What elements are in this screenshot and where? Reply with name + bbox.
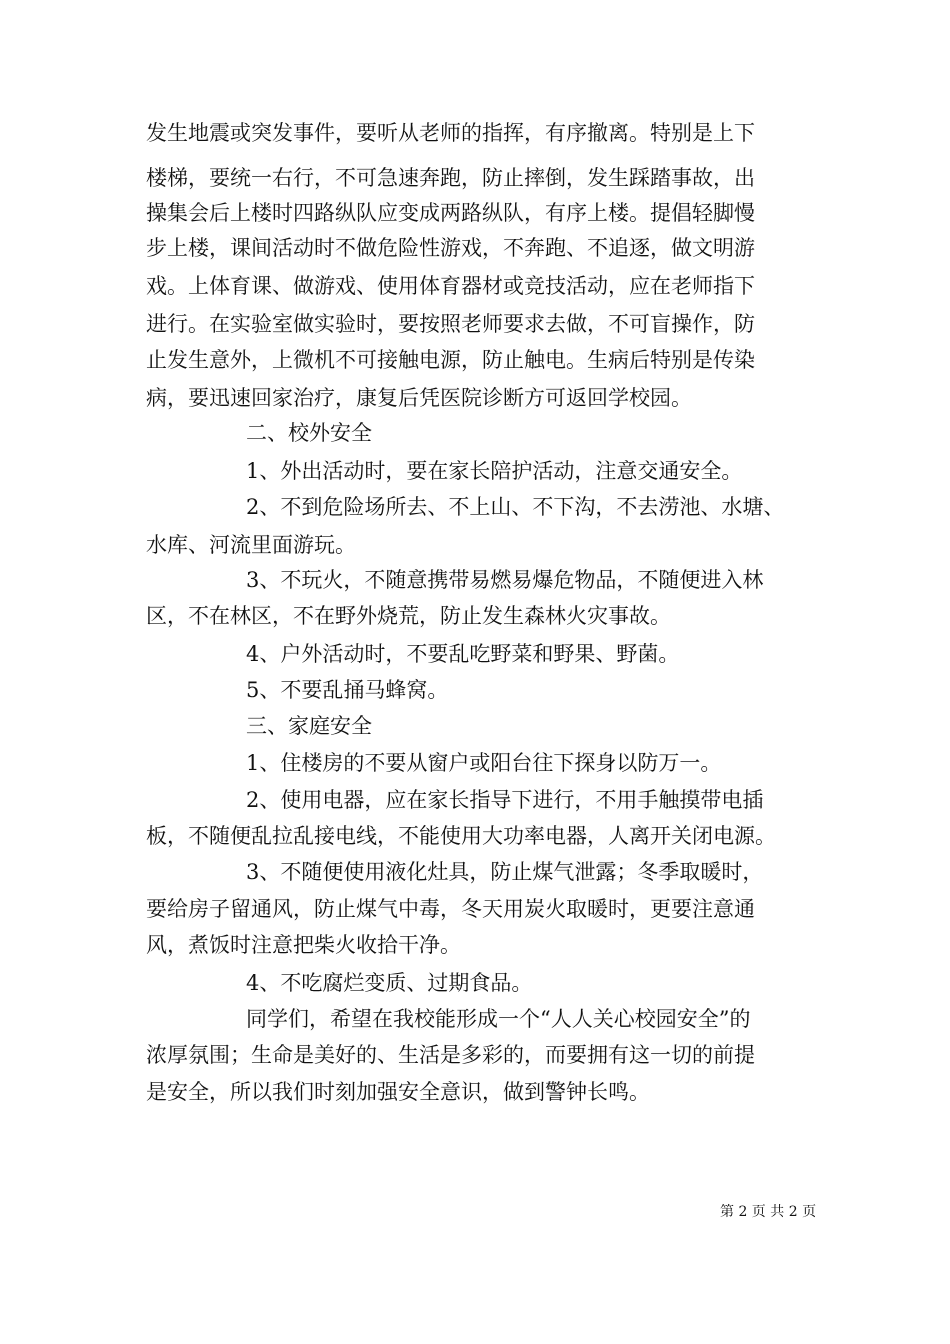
text-line: 浓厚氛围；生命是美好的、生活是多彩的，而要拥有这一切的前提: [146, 1043, 755, 1067]
text-line: 操集会后上楼时四路纵队应变成两路纵队，有序上楼。提倡轻脚慢: [146, 201, 755, 225]
text-line: 止发生意外，上微机不可接触电源，防止触电。生病后特别是传染: [146, 348, 755, 372]
list-item: 3、不随便使用液化灶具，防止煤气泄露；冬季取暖时，: [246, 860, 764, 884]
text-line: 戏。上体育课、做游戏、使用体育器材或竞技活动，应在老师指下: [146, 274, 755, 298]
section-heading: 二、校外安全: [246, 421, 372, 445]
text-line: 要给房子留通风，防止煤气中毒，冬天用炭火取暖时，更要注意通: [146, 897, 755, 921]
list-item: 2、使用电器，应在家长指导下进行，不用手触摸带电插: [246, 788, 764, 812]
list-item: 5、不要乱捅马蜂窝。: [246, 678, 449, 702]
text-line: 同学们，希望在我校能形成一个“人人关心校园安全”的: [246, 1007, 751, 1031]
text-line: 步上楼，课间活动时不做危险性游戏，不奔跑、不追逐，做文明游: [146, 236, 755, 260]
text-line: 楼梯，要统一右行，不可急速奔跑，防止摔倒，发生踩踏事故，出: [146, 166, 755, 190]
list-item: 2、不到危险场所去、不上山、不下沟，不去涝池、水塘、: [246, 495, 785, 519]
list-item: 1、外出活动时，要在家长陪护活动，注意交通安全。: [246, 459, 743, 483]
text-line: 区，不在林区，不在野外烧荒，防止发生森林火灾事故。: [146, 604, 671, 628]
text-line: 板，不随便乱拉乱接电线，不能使用大功率电器，人离开关闭电源。: [146, 824, 776, 848]
text-line: 水库、河流里面游玩。: [146, 533, 356, 557]
text-line: 发生地震或突发事件，要听从老师的指挥，有序撤离。特别是上下: [146, 121, 755, 145]
text-line: 风，煮饭时注意把柴火收拾干净。: [146, 933, 461, 957]
list-item: 4、不吃腐烂变质、过期食品。: [246, 971, 533, 995]
list-item: 4、户外活动时，不要乱吃野菜和野果、野菌。: [246, 642, 680, 666]
text-line: 病，要迅速回家治疗，康复后凭医院诊断方可返回学校园。: [146, 386, 692, 410]
page-number: 第 2 页 共 2 页: [720, 1204, 817, 1220]
text-line: 进行。在实验室做实验时，要按照老师要求去做，不可盲操作，防: [146, 312, 755, 336]
section-heading: 三、家庭安全: [246, 714, 372, 738]
list-item: 1、住楼房的不要从窗户或阳台往下探身以防万一。: [246, 751, 722, 775]
list-item: 3、不玩火，不随意携带易燃易爆危物品，不随便进入林: [246, 568, 764, 592]
text-line: 是安全，所以我们时刻加强安全意识，做到警钟长鸣。: [146, 1080, 650, 1104]
